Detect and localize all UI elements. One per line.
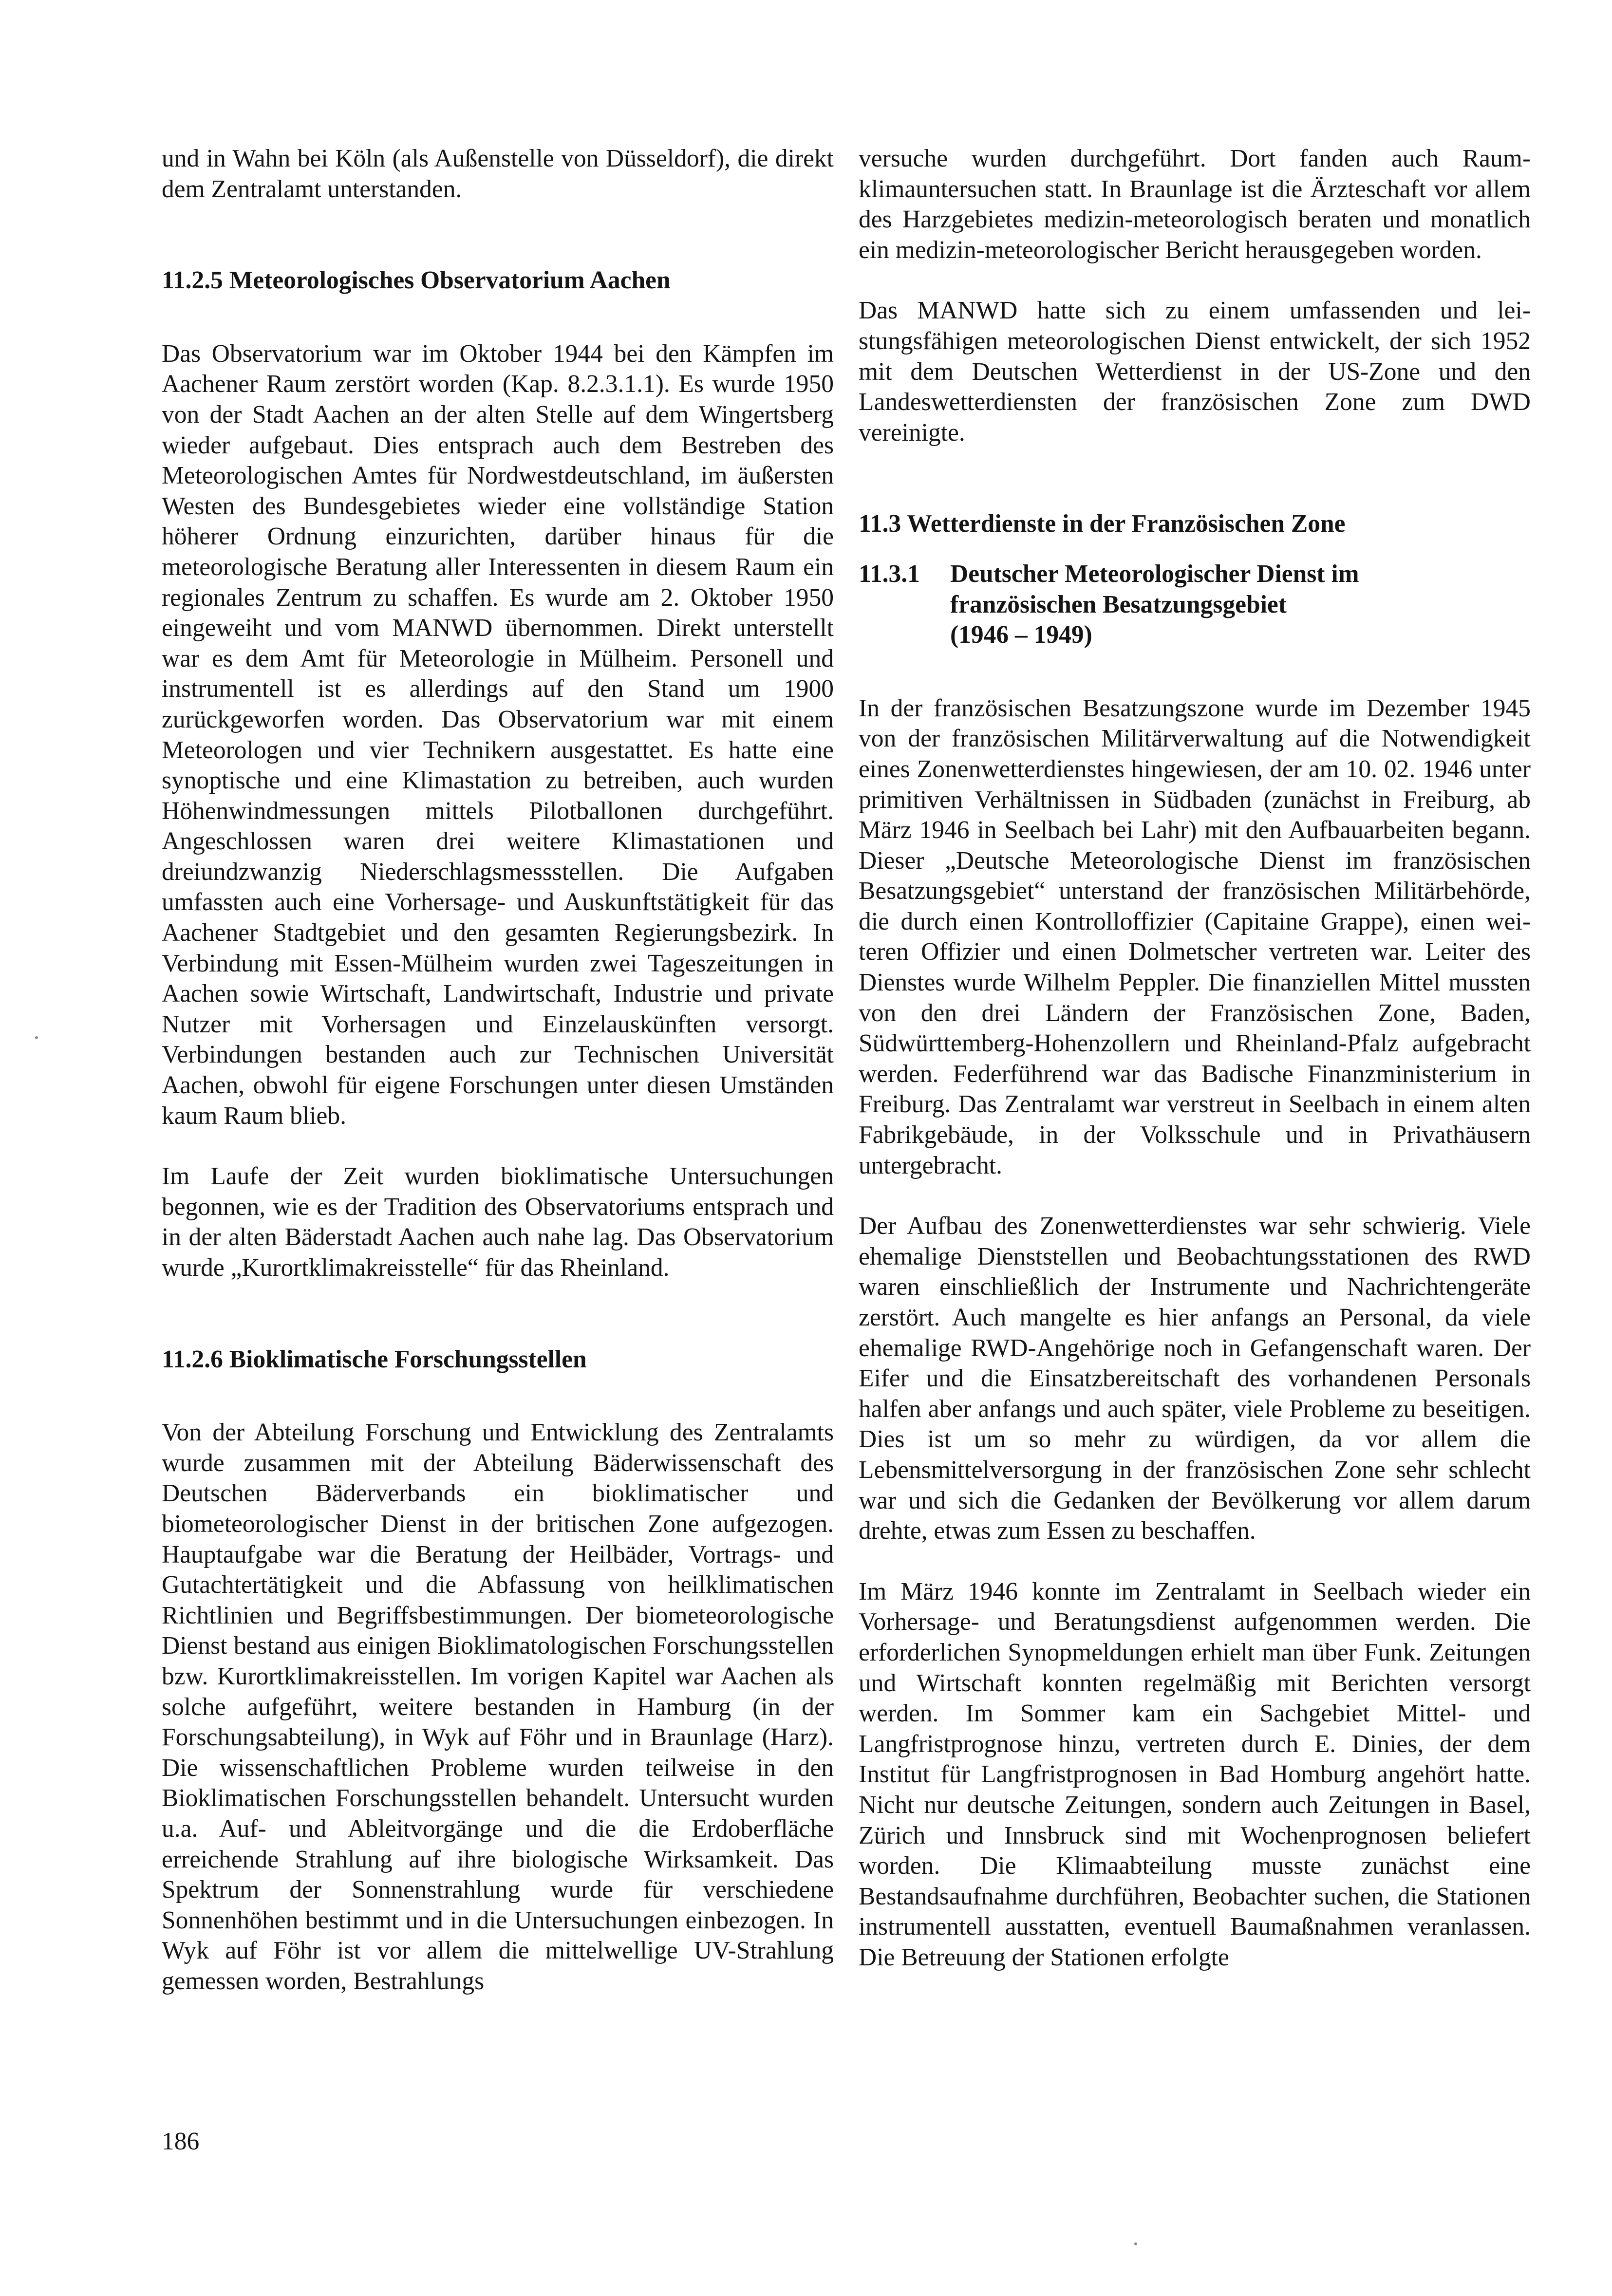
scan-speck	[35, 1036, 38, 1039]
right-column	[859, 144, 1531, 1973]
section-heading-11-2-5: 11.2.5 Meteorologisches Observatorium Aachen	[162, 266, 671, 295]
reconstruction-paragraph: Der Aufbau des Zonenwetterdienstes war sehr schwierig. Viele ehemalige Dienststellen und Beobachtungsstationen des RWD waren einschließlich der Instrumente und Nachrichtengeräte zerstört. Auch mangelte es hier anfangs an Personal, da viele ehemalige RWD-Angehörige noch in Gefangenschaft waren. Der Eifer und die Einsatzbereitschaft des vorhandenen Personals halfen aber anfangs und auch später, viele Probleme zu beseitigen. Dies ist um so mehr zu würdigen, da vor allem die Lebensmittelversorgung in der französischen Zone sehr schlecht war und sich die Gedanken der Bevölkerung vor allem darum drehte, etwas zum Essen zu beschaffen.	[859, 1212, 1531, 1545]
forecast-service-paragraph: Im März 1946 konnte im Zentralamt in Seelbach wieder ein Vorhersage- und Beratungsdienst aufgenommen werden. Die erforderlichen Synopmeldungen erhielt man über Funk. Zeitungen und Wirtschaft konnten regelmäßig mit Berichten versorgt werden. Im Sommer kam ein Sachgebiet Mittel- und Langfristprognose hinzu, vertreten durch E. Dinies, der dem Institut für Langfristprognosen in Bad Homburg angehört hatte. Nicht nur deutsche Zeitungen, sondern auch Zeitungen in Basel, Zürich und Innsbruck sind mit Wochenprognosen beliefert worden. Die Klimaabteilung musste zunächst eine Bestandsaufnahme durchführen, Beobachter suchen, die Stationen instrumentell ausstatten, eventuell Baumaßnahmen veranlassen. Die Betreuung der Stationen erfolgte	[859, 1577, 1531, 1971]
section-title-line-2: französischen Besatzungsgebiet	[950, 590, 1287, 618]
page-number: 186	[162, 2128, 200, 2155]
observatory-paragraph: Das Observatorium war im Oktober 1944 bei den Kämpfen im Aachener Raum zerstört worden (Kap. 8.2.3.1.1). Es wurde 1950 von der Stadt Aachen an der alten Stelle auf dem Wingertsberg wieder aufgebaut. Dies entsprach auch dem Bestreben des Meteorologischen Amtes für Nordwestdeutschland, im äußersten Westen des Bundesgebietes wieder eine vollständige Station höherer Ordnung einzurichten, darüber hinaus für die meteorologische Beratung aller Interessenten in diesem Raum ein regionales Zentrum zu schaffen. Es wurde am 2. Oktober 1950 eingeweiht und vom MANWD übernommen. Direkt unterstellt war es dem Amt für Meteorologie in Mülheim. Personell und instrumentell ist es allerdings auf den Stand um 1900 zurückgeworfen worden. Das Observatorium war mit einem Meteorologen und vier Technikern ausgestattet. Es hatte eine synoptische und eine Klimastation zu betreiben, auch wurden Höhenwindmessungen mittels Pilotballonen durchgeführt. Angeschlossen waren drei weitere Klimastationen und dreiundzwanzig Niederschlagsmessstellen. Die Aufgaben umfassten auch eine Vorhersage- und Auskunftstätigkeit für das Aachener Stadtgebiet und den gesamten Regierungsbezirk. In Verbindung mit Essen-Mülheim wurden zwei Tageszeitungen in Aachen sowie Wirtschaft, Landwirtschaft, Industrie und private Nutzer mit Vorhersagen und Einzelauskünften versorgt. Verbindungen bestanden auch zur Technischen Universität Aachen, obwohl für eigene Forschungen unter diesen Umständen kaum Raum blieb.	[162, 339, 834, 1130]
section-heading-11-2-6: 11.2.6 Bioklimatische Forschungsstellen	[162, 1345, 587, 1373]
bioclimatic-studies-paragraph: Im Laufe der Zeit wurden bioklimatische Untersuchungen begonnen, wie es der Tradition des Observatoriums entsprach und in der alten Bäderstadt Aachen auch nahe lag. Das Observatorium wurde „Kurortklimakreisstelle“ für das Rheinland.	[162, 1162, 834, 1282]
research-stations-paragraph: Von der Abteilung Forschung und Entwicklung des Zentralamts wurde zusammen mit der Abteilung Bäderwissenschaft des Deutschen Bäderverbands ein bioklimatischer und biometeorologischer Dienst in der britischen Zone aufgezogen. Hauptaufgabe war die Beratung der Heilbäder, Vortrags- und Gutachtertätigkeit und die Abfassung von heilklimatischen Richtlinien und Begriffsbestimmungen. Der biometeorologische Dienst bestand aus einigen Bioklimatologischen Forschungsstellen bzw. Kurortklimakreisstellen. Im vorigen Kapitel war Aachen als solche aufgeführt, weitere bestanden in Hamburg (in der Forschungsabteilung), in Wyk auf Föhr und in Braunlage (Harz). Die wissenschaftlichen Probleme wurden teilweise in den Bioklimatischen Forschungsstellen behandelt. Untersucht wurden u.a. Auf- und Ableitvorgänge und die die Erdoberfläche erreichende Strahlung auf ihre biologische Wirksamkeit. Das Spektrum der Sonnenstrahlung wurde für verschiedene Sonnenhöhen bestimmt und in die Untersuchungen einbezogen. In Wyk auf Föhr ist vor allem die mittelwellige UV-Strahlung gemessen worden, Bestrahlungs	[162, 1419, 834, 1995]
section-heading-11-3-1	[859, 559, 1531, 651]
section-title-line-3: (1946 – 1949)	[950, 621, 1092, 649]
section-title-11-3-1	[950, 559, 1531, 651]
continuation-paragraph: versuche wurden durchgeführt. Dort fanden auch Raumklimauntersuchen statt. In Braunlage ist die Ärzteschaft vor allem des Harzgebietes medizin-meteorologisch beraten und monatlich ein medizin-meteorologischer Bericht herausgegeben worden.	[859, 145, 1531, 264]
manwd-paragraph: Das MANWD hatte sich zu einem umfassenden und leistungsfähigen meteorologischen Dienst entwickelt, der sich 1952 mit dem Deutschen Wetterdienst in der US-Zone und den Landeswetterdiensten der französischen Zone zum DWD vereinigte.	[859, 297, 1531, 447]
intro-paragraph: und in Wahn bei Köln (als Außenstelle von Düsseldorf), die direkt dem Zentralamt unterstanden.	[162, 145, 834, 203]
section-number-11-3-1: 11.3.1	[859, 560, 920, 588]
section-heading-11-3: 11.3 Wetterdienste in der Französischen Zone	[859, 510, 1346, 538]
scan-speck	[1134, 2242, 1137, 2245]
french-zone-paragraph: In der französischen Besatzungszone wurde im Dezember 1945 von der französischen Militärverwaltung auf die Notwendigkeit eines Zonenwetterdienstes hingewiesen, der am 10. 02. 1946 unter primitiven Verhältnissen in Südbaden (zunächst in Freiburg, ab März 1946 in Seelbach bei Lahr) mit den Aufbauarbeiten begann. Dieser „Deutsche Meteorologische Dienst im französischen Besatzungsgebiet“ unterstand der französischen Militärbehörde, die durch einen Kontrolloffizier (Capitaine Grappe), einen weiteren Offizier und einen Dolmetscher vertreten war. Leiter des Dienstes wurde Wilhelm Peppler. Die finanziellen Mittel mussten von den drei Ländern der Französischen Zone, Baden, Südwürttemberg-Hohenzollern und Rheinland-Pfalz aufgebracht werden. Federführend war das Badische Finanzministerium in Freiburg. Das Zentralamt war verstreut in Seelbach in einem alten Fabrikgebäude, in der Volksschule und in Privathäusern untergebracht.	[859, 694, 1531, 1179]
left-column	[162, 144, 834, 1997]
section-title-line-1: Deutscher Meteorologischer Dienst im	[950, 560, 1359, 588]
